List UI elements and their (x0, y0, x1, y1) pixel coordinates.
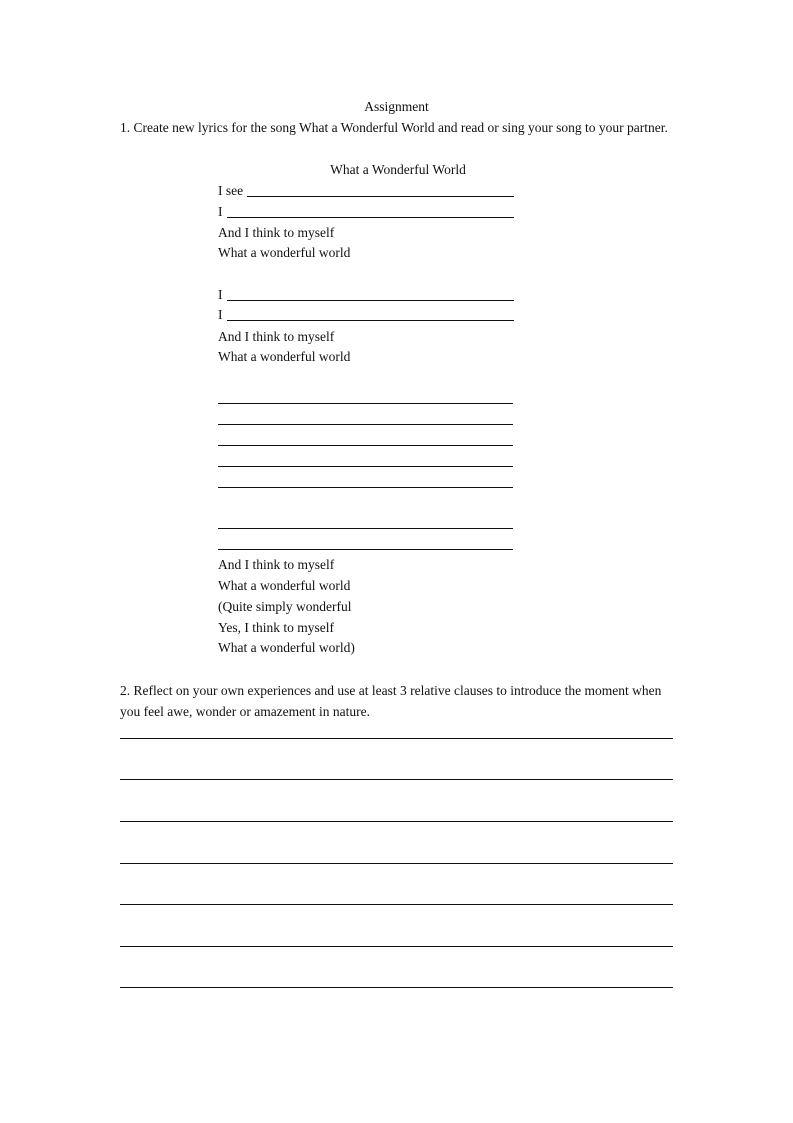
verse1-line2-blank[interactable] (227, 217, 514, 218)
answer-line-5[interactable] (120, 904, 673, 905)
answer-line-2[interactable] (120, 779, 673, 780)
ending-line-1: And I think to myself (218, 557, 335, 572)
bridge-blank-4[interactable] (218, 466, 513, 467)
ending-line-2: What a wonderful world (218, 578, 351, 593)
page-title: Assignment (364, 99, 429, 114)
verse1-line1-prefix: I see (218, 183, 244, 198)
bridge-blank-1[interactable] (218, 403, 513, 404)
verse1-line3: And I think to myself (218, 225, 335, 240)
bridge-blank-3[interactable] (218, 445, 513, 446)
answer-line-1[interactable] (120, 738, 673, 739)
verse2-line4: What a wonderful world (218, 349, 351, 364)
bridge-blank-6[interactable] (218, 528, 513, 529)
question-2-text: 2. Reflect on your own experiences and use at least 3 relative clauses to introduce the moment when you feel awe, wonder or amazement in nature. (120, 683, 662, 719)
ending-line-5: What a wonderful world) (218, 640, 355, 655)
song-title-text: What a Wonderful World (330, 162, 466, 177)
verse1-line2-prefix: I (218, 204, 223, 219)
ending-line-4: Yes, I think to myself (218, 620, 335, 635)
answer-line-3[interactable] (120, 821, 673, 822)
verse2-line1-prefix: I (218, 287, 223, 302)
answer-line-6[interactable] (120, 946, 673, 947)
verse2-line3: And I think to myself (218, 329, 335, 344)
answer-line-7[interactable] (120, 987, 673, 988)
bridge-blank-5[interactable] (218, 487, 513, 488)
ending-line-3: (Quite simply wonderful (218, 599, 352, 614)
song-title (0, 163, 793, 177)
verse2-line2-blank[interactable] (227, 320, 514, 321)
verse1-line1-blank[interactable] (247, 196, 514, 197)
verse2-line1-blank[interactable] (227, 300, 514, 301)
question-1-text: 1. Create new lyrics for the song What a Wonderful World and read or sing your song to your partner. (120, 120, 668, 135)
verse2-line2-prefix: I (218, 307, 223, 322)
verse1-line4: What a wonderful world (218, 245, 351, 260)
bridge-blank-2[interactable] (218, 424, 513, 425)
answer-line-4[interactable] (120, 863, 673, 864)
bridge-blank-7[interactable] (218, 549, 513, 550)
